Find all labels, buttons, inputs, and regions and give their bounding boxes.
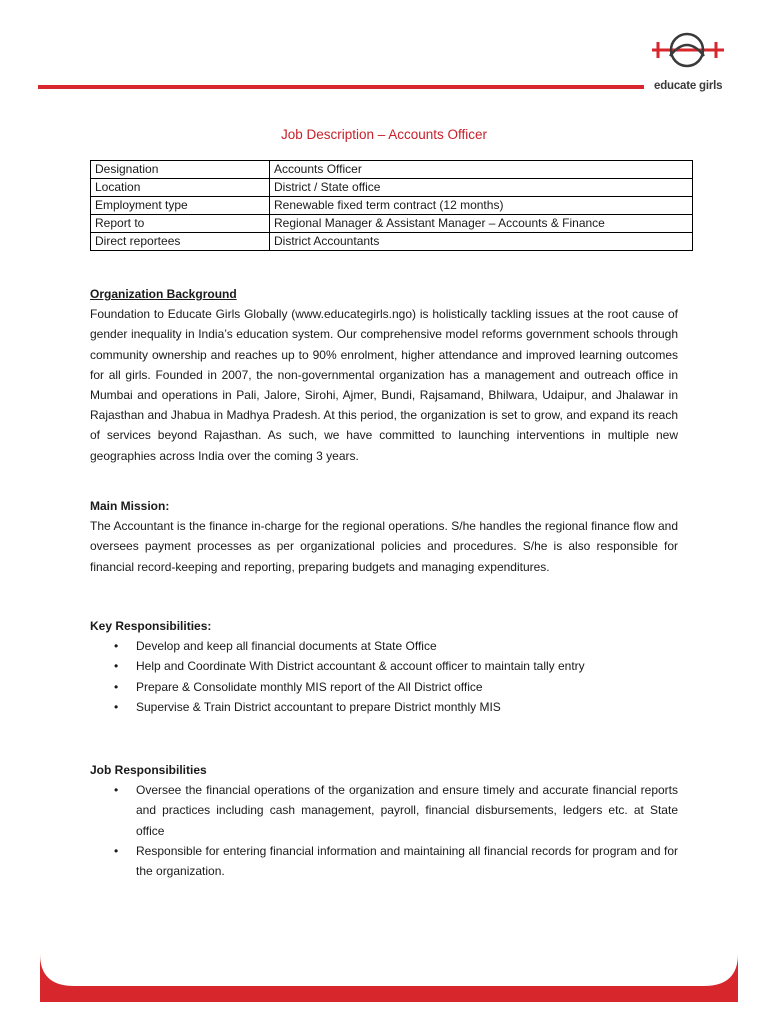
- table-cell-value: Accounts Officer: [270, 161, 693, 179]
- table-row: [91, 161, 693, 179]
- table-cell-value: Regional Manager & Assistant Manager – Accounts & Finance: [270, 215, 693, 233]
- list-item: • Oversee the financial operations of the organization and ensure timely and accurate financial reports and practices including cash management, payroll, financial disbursements, ledgers etc. at State office: [90, 780, 678, 841]
- list-item: • Responsible for entering financial information and maintaining all financial records for program and for the organization.: [90, 841, 678, 881]
- table-cell-value: District / State office: [270, 179, 693, 197]
- main-mission-heading: Main Mission:: [90, 499, 170, 513]
- educate-girls-logo: [644, 28, 728, 100]
- key-responsibilities-section: [90, 616, 678, 717]
- list-item: • Develop and keep all financial documents at State Office: [90, 636, 678, 656]
- list-item: • Help and Coordinate With District accountant & account officer to maintain tally entry: [90, 656, 678, 676]
- table-cell-label: Direct reportees: [91, 233, 270, 251]
- org-background-heading: Organization Background: [90, 287, 237, 301]
- job-responsibilities-section: [90, 760, 678, 881]
- list-item: • Prepare & Consolidate monthly MIS report of the All District office: [90, 677, 678, 697]
- table-row: [91, 233, 693, 251]
- footer-decoration: [40, 950, 738, 1002]
- org-background-text: Foundation to Educate Girls Globally (www.educategirls.ngo) is holistically tackling issues at the root cause of gender inequality in India’s education system. Our comprehensive model reforms government schools through community ownership and reaches up to 90% enrolment, higher attendance and improved learning outcomes for all girls. Founded in 2007, the non-governmental organization has a management and outreach office in Mumbai and operations in Pali, Jalore, Sirohi, Ajmer, Bundi, Rajsamand, Bhilwara, Udaipur, and Jhalawar in Rajasthan and Jhabua in Madhya Pradesh. At this period, the organization is set to grow, and expand its reach of services beyond Rajasthan. As such, we have committed to launching interventions in multiple new geographies across India over the coming 3 years.: [90, 307, 678, 463]
- job-info-table: [90, 160, 693, 251]
- key-responsibilities-heading: Key Responsibilities:: [90, 619, 212, 633]
- table-cell-label: Location: [91, 179, 270, 197]
- table-cell-label: Employment type: [91, 197, 270, 215]
- table-cell-label: Designation: [91, 161, 270, 179]
- job-responsibilities-heading: Job Responsibilities: [90, 763, 207, 777]
- logo-mark-icon: [648, 28, 728, 78]
- table-row: [91, 197, 693, 215]
- list-item: • Supervise & Train District accountant to prepare District monthly MIS: [90, 697, 678, 717]
- table-cell-value: Renewable fixed term contract (12 months): [270, 197, 693, 215]
- table-row: [91, 179, 693, 197]
- table-row: [91, 215, 693, 233]
- logo-wordmark: educate girls: [654, 80, 723, 92]
- main-mission-section: [90, 496, 678, 577]
- header-rule: [38, 85, 644, 89]
- page-title: Job Description – Accounts Officer: [280, 127, 488, 142]
- org-background-section: [90, 284, 678, 466]
- main-mission-text: The Accountant is the finance in-charge for the regional operations. S/he handles the regional finance flow and oversees payment processes as per organizational policies and procedures. S/he is also responsible for financial record-keeping and reporting, preparing budgets and managing expenditures.: [90, 519, 678, 574]
- job-responsibilities-list: [90, 780, 678, 881]
- table-cell-value: District Accountants: [270, 233, 693, 251]
- key-responsibilities-list: [90, 636, 678, 717]
- table-cell-label: Report to: [91, 215, 270, 233]
